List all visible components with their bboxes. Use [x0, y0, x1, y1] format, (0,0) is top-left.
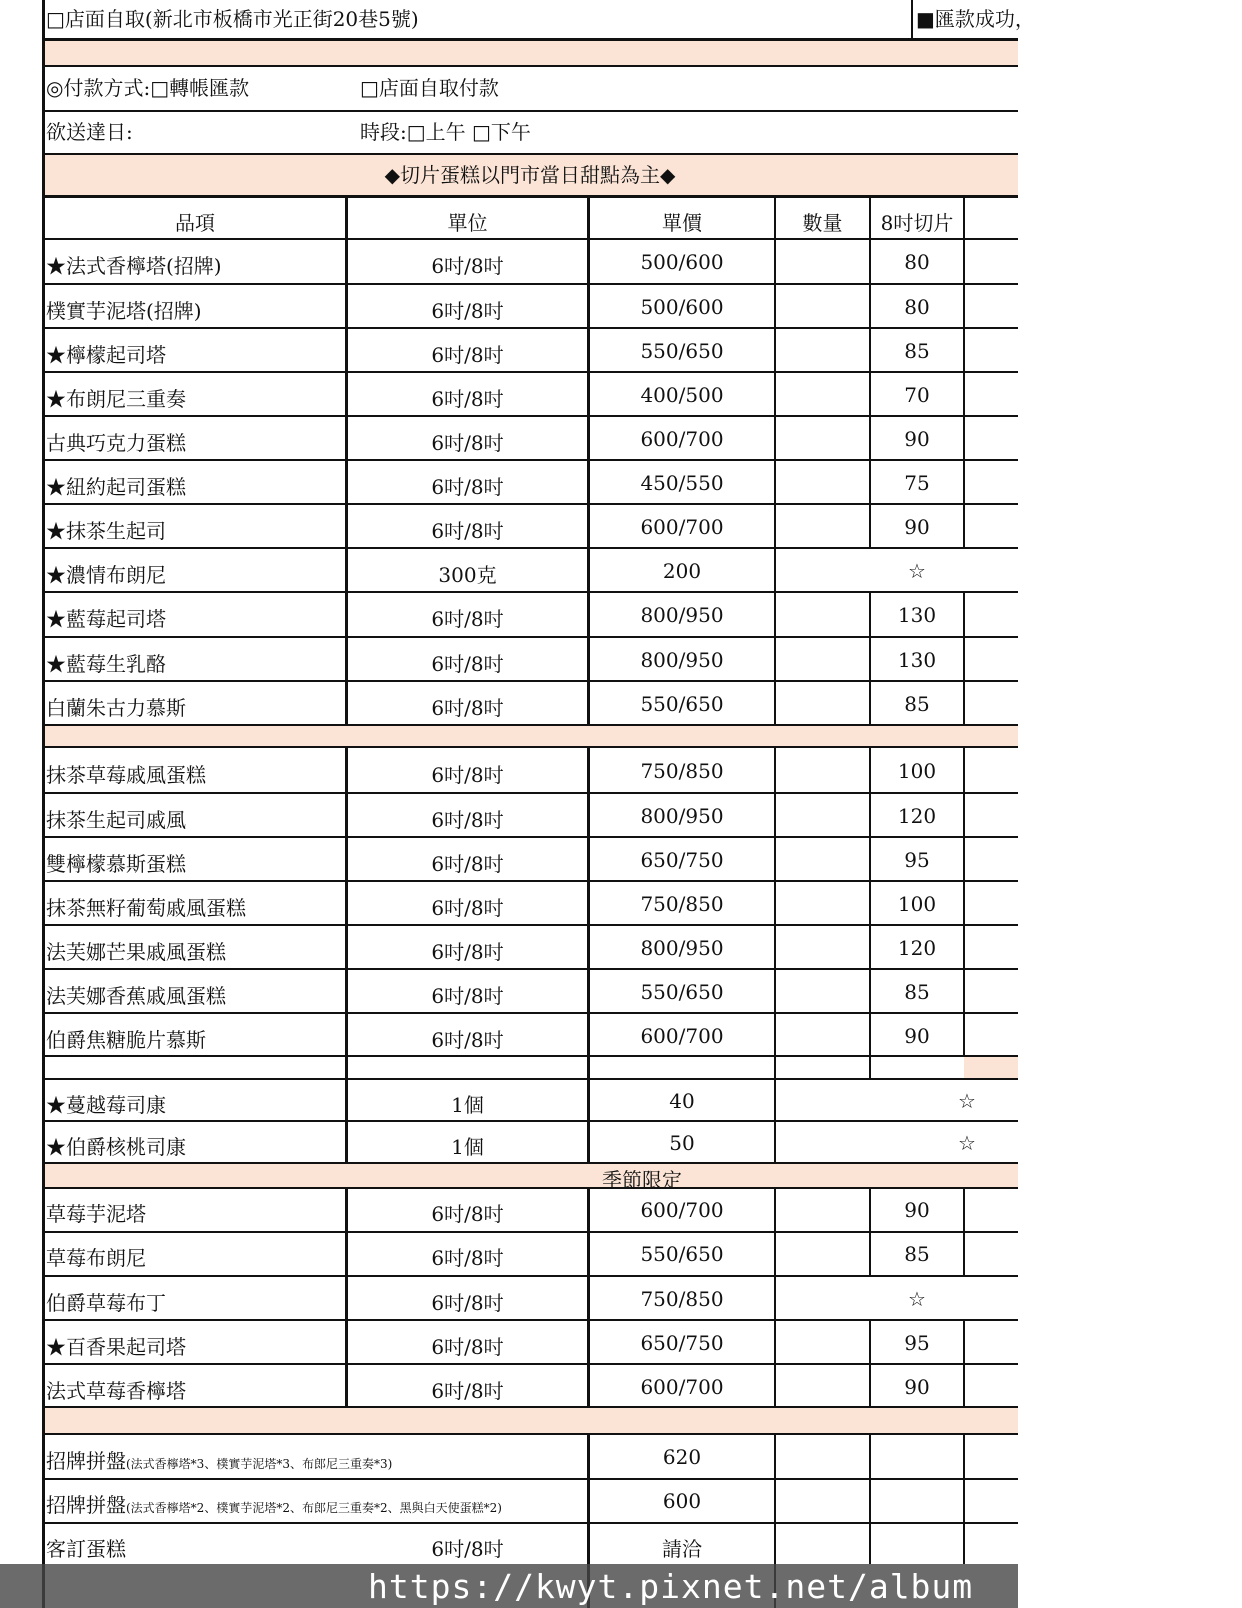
item-slice-price: 100 — [897, 892, 937, 916]
item-price: 600 — [662, 1489, 702, 1513]
header-qty: 數量 — [802, 211, 843, 235]
item-price: 550/650 — [640, 1242, 724, 1266]
item-price: 550/650 — [640, 339, 724, 363]
item-unit: 6吋/8吋 — [431, 519, 504, 543]
item-name: ★布朗尼三重奏 — [46, 387, 186, 411]
item-name: ★檸檬起司塔 — [46, 343, 166, 367]
platter-detail: (法式香檸塔*3、樸實芋泥塔*3、布郎尼三重奏*3) — [126, 1457, 393, 1471]
delivery-date[interactable]: 欲送達日: — [46, 120, 133, 144]
item-price: 600/700 — [640, 427, 724, 451]
item-slice-price: 85 — [904, 339, 930, 363]
slice-notice: ◆切片蛋糕以門市當日甜點為主◆ — [384, 163, 676, 187]
item-slice-price: 85 — [904, 692, 930, 716]
item-slice-price: 85 — [904, 980, 930, 1004]
item-name: ★蔓越莓司康 — [46, 1093, 166, 1117]
payment-store[interactable]: □店面自取付款 — [360, 76, 499, 100]
item-name: 抹茶生起司戚風 — [46, 808, 186, 832]
item-slice-price: 95 — [904, 848, 930, 872]
item-unit: 6吋/8吋 — [431, 387, 504, 411]
item-unit: 6吋/8吋 — [431, 254, 504, 278]
item-price: 650/750 — [640, 848, 724, 872]
item-slice-price: 100 — [897, 759, 937, 783]
item-unit: 6吋/8吋 — [431, 475, 504, 499]
item-slice-price: 120 — [897, 804, 937, 828]
item-slice-price: 90 — [904, 1375, 930, 1399]
platter-name — [46, 1489, 502, 1518]
item-price: 550/650 — [640, 692, 724, 716]
item-name: ★藍莓生乳酪 — [46, 652, 166, 676]
item-price: 750/850 — [640, 892, 724, 916]
item-name: 抹茶草莓戚風蛋糕 — [46, 763, 206, 787]
header-slice: 8吋切片 — [880, 211, 954, 235]
item-price: 600/700 — [640, 1024, 724, 1048]
item-name: 法式草莓香檸塔 — [46, 1379, 186, 1403]
item-unit: 6吋/8吋 — [431, 1379, 504, 1403]
item-price: 500/600 — [640, 250, 724, 274]
watermark-url: https://kwyt.pixnet.net/album — [368, 1567, 974, 1606]
item-name: 古典巧克力蛋糕 — [46, 431, 186, 455]
item-unit: 6吋/8吋 — [431, 696, 504, 720]
item-name: ★抹茶生起司 — [46, 519, 166, 543]
platter-title: 招牌拼盤 — [46, 1493, 126, 1517]
blank-band — [42, 726, 1018, 746]
item-price: 400/500 — [640, 383, 724, 407]
item-unit: 6吋/8吋 — [431, 984, 504, 1008]
item-slice-price: 70 — [904, 383, 930, 407]
item-unit: 300克 — [438, 563, 497, 587]
remit-note: ■匯款成功， — [916, 7, 1035, 31]
item-slice-price: 120 — [897, 936, 937, 960]
item-price: 800/950 — [640, 936, 724, 960]
item-unit: 6吋/8吋 — [431, 299, 504, 323]
item-name: 伯爵草莓布丁 — [46, 1291, 166, 1315]
item-unit: 1個 — [451, 1135, 484, 1159]
item-unit: 6吋/8吋 — [431, 1028, 504, 1052]
item-price: 500/600 — [640, 295, 724, 319]
item-name: 抹茶無籽葡萄戚風蛋糕 — [46, 896, 246, 920]
item-price: 650/750 — [640, 1331, 724, 1355]
item-slice-price: 90 — [904, 515, 930, 539]
payment-method[interactable]: ◎付款方式:□轉帳匯款 — [46, 76, 250, 100]
item-name: 樸實芋泥塔(招牌) — [46, 299, 202, 323]
item-slice-price: 80 — [904, 295, 930, 319]
item-slice-price: 130 — [897, 648, 937, 672]
item-unit: 6吋/8吋 — [431, 652, 504, 676]
item-name: 法芙娜香蕉戚風蛋糕 — [46, 984, 226, 1008]
item-slice-price: 90 — [904, 427, 930, 451]
item-name: 草莓布朗尼 — [46, 1246, 146, 1270]
header-price: 單價 — [662, 211, 702, 235]
star-icon: ☆ — [908, 1287, 926, 1311]
item-price: 50 — [669, 1131, 695, 1155]
blank-band — [42, 41, 1018, 65]
item-slice-price: 95 — [904, 1331, 930, 1355]
item-price: 40 — [669, 1089, 695, 1113]
time-slot[interactable]: 時段:□上午 □下午 — [360, 120, 531, 144]
blank-band — [964, 1056, 1018, 1078]
blank-band — [42, 1407, 1018, 1433]
item-price: 800/950 — [640, 648, 724, 672]
season-label: 季節限定 — [602, 1168, 682, 1192]
item-price: 200 — [662, 559, 702, 583]
star-icon: ☆ — [958, 1089, 976, 1113]
star-icon: ☆ — [958, 1131, 976, 1155]
item-slice-price: 75 — [904, 471, 930, 495]
pickup-option[interactable]: □店面自取(新北市板橋市光正街20巷5號) — [46, 7, 419, 31]
item-price: 620 — [662, 1445, 702, 1469]
item-name: ★百香果起司塔 — [46, 1335, 186, 1359]
item-slice-price: 80 — [904, 250, 930, 274]
item-name: ★伯爵核桃司康 — [46, 1135, 186, 1159]
item-name: ★藍莓起司塔 — [46, 607, 166, 631]
item-price: 600/700 — [640, 1198, 724, 1222]
item-unit: 6吋/8吋 — [431, 607, 504, 631]
item-price: 450/550 — [640, 471, 724, 495]
item-price: 600/700 — [640, 515, 724, 539]
item-unit: 6吋/8吋 — [431, 852, 504, 876]
item-name: 伯爵焦糖脆片慕斯 — [46, 1028, 206, 1052]
item-unit: 6吋/8吋 — [431, 1537, 504, 1561]
item-price: 800/950 — [640, 804, 724, 828]
item-unit: 6吋/8吋 — [431, 1291, 504, 1315]
item-price: 請洽 — [662, 1537, 702, 1561]
item-name: ★法式香檸塔(招牌) — [46, 254, 222, 278]
item-unit: 6吋/8吋 — [431, 763, 504, 787]
item-unit: 6吋/8吋 — [431, 1246, 504, 1270]
item-price: 750/850 — [640, 759, 724, 783]
item-slice-price: 90 — [904, 1024, 930, 1048]
item-unit: 6吋/8吋 — [431, 431, 504, 455]
item-name: 白蘭朱古力慕斯 — [46, 696, 186, 720]
platter-title: 招牌拼盤 — [46, 1449, 126, 1473]
item-unit: 6吋/8吋 — [431, 940, 504, 964]
item-price: 800/950 — [640, 603, 724, 627]
item-price: 750/850 — [640, 1287, 724, 1311]
item-price: 600/700 — [640, 1375, 724, 1399]
item-name: 客訂蛋糕 — [46, 1537, 126, 1561]
platter-detail: (法式香檸塔*2、樸實芋泥塔*2、布郎尼三重奏*2、黑與白天使蛋糕*2) — [126, 1501, 502, 1515]
header-item: 品項 — [175, 211, 215, 235]
item-unit: 6吋/8吋 — [431, 343, 504, 367]
item-price: 550/650 — [640, 980, 724, 1004]
item-unit: 6吋/8吋 — [431, 1202, 504, 1226]
item-name: ★濃情布朗尼 — [46, 563, 166, 587]
item-unit: 1個 — [451, 1093, 484, 1117]
item-unit: 6吋/8吋 — [431, 808, 504, 832]
item-name: 雙檸檬慕斯蛋糕 — [46, 852, 186, 876]
item-unit: 6吋/8吋 — [431, 1335, 504, 1359]
item-unit: 6吋/8吋 — [431, 896, 504, 920]
platter-name — [46, 1445, 392, 1474]
item-name: 草莓芋泥塔 — [46, 1202, 146, 1226]
item-slice-price: 90 — [904, 1198, 930, 1222]
item-slice-price: 85 — [904, 1242, 930, 1266]
item-slice-price: 130 — [897, 603, 937, 627]
header-unit: 單位 — [447, 211, 488, 235]
star-icon: ☆ — [908, 559, 926, 583]
order-form-sheet — [42, 0, 1035, 1608]
item-name: ★紐約起司蛋糕 — [46, 475, 186, 499]
item-name: 法芙娜芒果戚風蛋糕 — [46, 940, 226, 964]
